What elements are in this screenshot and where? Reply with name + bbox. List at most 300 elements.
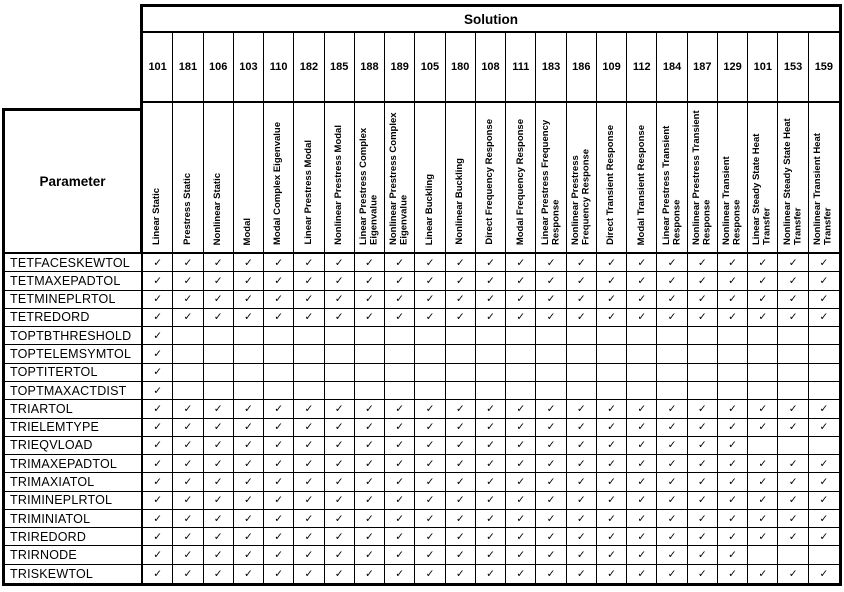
check-mark-cell: ✓ [597,419,627,437]
check-mark-cell: ✓ [718,309,748,327]
empty-cell [688,382,718,400]
check-mark-cell: ✓ [355,272,385,290]
check-mark-cell: ✓ [204,309,234,327]
check-mark-cell: ✓ [415,473,445,491]
parameter-name-cell: TETMAXEPADTOL [5,272,143,290]
check-mark-cell: ✓ [627,510,657,528]
check-mark-cell: ✓ [627,565,657,583]
check-mark-cell: ✓ [294,565,324,583]
check-mark-cell: ✓ [688,309,718,327]
empty-cell [688,345,718,363]
check-mark-cell: ✓ [204,291,234,309]
check-mark-cell: ✓ [355,419,385,437]
solution-label-col18 [657,103,687,252]
check-mark-cell: ✓ [506,455,536,473]
check-mark-cell: ✓ [264,510,294,528]
check-mark-cell: ✓ [688,254,718,272]
check-mark-cell: ✓ [567,565,597,583]
check-mark-cell: ✓ [143,291,173,309]
check-mark-cell: ✓ [264,546,294,564]
empty-cell [355,382,385,400]
parameter-name-cell: TOPTITERTOL [5,364,143,382]
check-mark-cell: ✓ [325,546,355,564]
solution-number-col11: 180 [446,33,476,101]
solution-label-col15 [567,103,597,252]
parameter-name-cell: TRIRNODE [5,546,143,564]
check-mark-cell: ✓ [234,309,264,327]
check-mark-cell: ✓ [778,510,808,528]
check-mark-cell: ✓ [748,254,778,272]
check-mark-cell: ✓ [627,291,657,309]
solution-number-col10: 105 [415,33,445,101]
check-mark-cell: ✓ [476,565,506,583]
check-mark-cell: ✓ [385,400,415,418]
empty-cell [294,345,324,363]
check-mark-cell: ✓ [567,400,597,418]
solution-label-text: Linear Buckling [423,173,435,245]
check-mark-cell: ✓ [688,455,718,473]
check-mark-cell: ✓ [446,254,476,272]
check-mark-cell: ✓ [415,510,445,528]
empty-cell [446,364,476,382]
check-mark-cell: ✓ [143,546,173,564]
check-mark-cell: ✓ [718,492,748,510]
solution-numbers-row [140,33,842,103]
check-mark-cell: ✓ [143,528,173,546]
solution-number-col20: 129 [718,33,748,101]
check-mark-cell: ✓ [506,291,536,309]
check-mark-cell: ✓ [385,272,415,290]
check-mark-cell: ✓ [688,272,718,290]
check-mark-cell: ✓ [294,400,324,418]
empty-cell [718,327,748,345]
check-mark-cell: ✓ [385,291,415,309]
check-mark-cell: ✓ [264,437,294,455]
check-mark-cell: ✓ [778,400,808,418]
check-mark-cell: ✓ [627,254,657,272]
check-mark-cell: ✓ [536,437,566,455]
check-mark-cell: ✓ [718,400,748,418]
parameter-name-cell: TRIMINIATOL [5,510,143,528]
check-mark-cell: ✓ [173,400,203,418]
check-mark-cell: ✓ [778,419,808,437]
check-mark-cell: ✓ [778,272,808,290]
check-mark-cell: ✓ [143,309,173,327]
check-mark-cell: ✓ [173,492,203,510]
empty-cell [385,382,415,400]
check-mark-cell: ✓ [355,254,385,272]
check-mark-cell: ✓ [597,291,627,309]
solution-label-text: Nonlinear Transient Response [721,156,743,245]
solution-label-col6 [294,103,324,252]
check-mark-cell: ✓ [355,455,385,473]
check-mark-cell: ✓ [536,419,566,437]
check-mark-cell: ✓ [567,419,597,437]
parameter-name-cell: TETMINEPLRTOL [5,291,143,309]
parameter-name-cell: TETFACESKEWTOL [5,254,143,272]
check-mark-cell: ✓ [506,272,536,290]
check-mark-cell: ✓ [597,528,627,546]
check-mark-cell: ✓ [385,309,415,327]
check-mark-cell: ✓ [355,437,385,455]
check-mark-cell: ✓ [173,546,203,564]
empty-cell [748,437,778,455]
check-mark-cell: ✓ [506,528,536,546]
check-mark-cell: ✓ [294,455,324,473]
check-mark-cell: ✓ [173,455,203,473]
check-mark-cell: ✓ [476,309,506,327]
check-mark-cell: ✓ [688,510,718,528]
empty-cell [446,345,476,363]
check-mark-cell: ✓ [234,254,264,272]
empty-cell [446,382,476,400]
check-mark-cell: ✓ [385,546,415,564]
empty-cell [476,364,506,382]
solution-label-text: Modal [242,217,254,245]
empty-cell [567,345,597,363]
check-mark-cell: ✓ [567,254,597,272]
solution-label-col14 [536,103,566,252]
empty-cell [234,327,264,345]
check-mark-cell: ✓ [264,254,294,272]
empty-cell [476,327,506,345]
empty-cell [385,327,415,345]
check-mark-cell: ✓ [809,419,839,437]
check-mark-cell: ✓ [597,272,627,290]
parameter-name-cell: TRIMINEPLRTOL [5,492,143,510]
check-mark-cell: ✓ [325,400,355,418]
check-mark-cell: ✓ [748,272,778,290]
check-mark-cell: ✓ [325,291,355,309]
check-mark-cell: ✓ [173,528,203,546]
empty-cell [657,364,687,382]
check-mark-cell: ✓ [294,546,324,564]
check-mark-cell: ✓ [506,437,536,455]
check-mark-cell: ✓ [627,473,657,491]
solution-label-text: Nonlinear Transient Heat Transfer [812,133,834,245]
empty-cell [325,382,355,400]
empty-cell [748,364,778,382]
check-mark-cell: ✓ [627,492,657,510]
check-mark-cell: ✓ [204,492,234,510]
check-mark-cell: ✓ [657,291,687,309]
check-mark-cell: ✓ [143,327,173,345]
solution-label-col13 [506,103,536,252]
check-mark-cell: ✓ [143,272,173,290]
check-mark-cell: ✓ [234,492,264,510]
check-mark-cell: ✓ [809,473,839,491]
solution-label-col17 [627,103,657,252]
solution-label-col10 [415,103,445,252]
check-mark-cell: ✓ [204,546,234,564]
empty-cell [415,327,445,345]
check-mark-cell: ✓ [506,473,536,491]
empty-cell [778,437,808,455]
empty-cell [657,382,687,400]
solution-number-col21: 101 [748,33,778,101]
check-mark-cell: ✓ [536,400,566,418]
check-mark-cell: ✓ [415,309,445,327]
check-mark-cell: ✓ [567,309,597,327]
check-mark-cell: ✓ [688,528,718,546]
solution-number-col1: 101 [143,33,173,101]
check-mark-cell: ✓ [597,492,627,510]
empty-cell [234,345,264,363]
check-mark-cell: ✓ [536,272,566,290]
check-mark-cell: ✓ [143,492,173,510]
check-mark-cell: ✓ [748,492,778,510]
check-mark-cell: ✓ [385,528,415,546]
check-mark-cell: ✓ [264,419,294,437]
check-mark-cell: ✓ [718,254,748,272]
solution-label-col22 [778,103,808,252]
empty-cell [415,345,445,363]
empty-cell [597,382,627,400]
check-mark-cell: ✓ [234,455,264,473]
solution-label-col16 [597,103,627,252]
parameter-name-cell: TOPTELEMSYMTOL [5,345,143,363]
parameter-name-cell: TOPTBTHRESHOLD [5,327,143,345]
check-mark-cell: ✓ [446,565,476,583]
check-mark-cell: ✓ [143,345,173,363]
check-mark-cell: ✓ [143,510,173,528]
check-mark-cell: ✓ [627,546,657,564]
check-mark-cell: ✓ [355,528,385,546]
solution-names-row [140,103,842,252]
check-mark-cell: ✓ [536,528,566,546]
check-mark-cell: ✓ [718,437,748,455]
check-mark-cell: ✓ [567,492,597,510]
check-mark-cell: ✓ [204,272,234,290]
solution-label-col23 [809,103,839,252]
solution-label-text: Nonlinear Buckling [453,158,465,245]
check-mark-cell: ✓ [809,254,839,272]
check-mark-cell: ✓ [385,510,415,528]
check-mark-cell: ✓ [688,565,718,583]
empty-cell [748,345,778,363]
check-mark-cell: ✓ [536,473,566,491]
check-mark-cell: ✓ [385,473,415,491]
solution-label-col7 [325,103,355,252]
empty-cell [204,364,234,382]
check-mark-cell: ✓ [597,254,627,272]
check-mark-cell: ✓ [718,528,748,546]
empty-cell [476,345,506,363]
empty-cell [809,345,839,363]
check-mark-cell: ✓ [204,528,234,546]
check-mark-cell: ✓ [506,400,536,418]
check-mark-cell: ✓ [385,455,415,473]
check-mark-cell: ✓ [355,291,385,309]
check-mark-cell: ✓ [567,272,597,290]
check-mark-cell: ✓ [234,565,264,583]
check-mark-cell: ✓ [718,546,748,564]
parameter-name-cell: TRIMAXIATOL [5,473,143,491]
empty-cell [506,345,536,363]
empty-cell [264,345,294,363]
solution-number-col5: 110 [264,33,294,101]
empty-cell [597,327,627,345]
solution-label-col21 [748,103,778,252]
solution-label-text: Direct Transient Response [605,125,617,245]
empty-cell [446,327,476,345]
check-mark-cell: ✓ [143,400,173,418]
check-mark-cell: ✓ [446,546,476,564]
check-mark-cell: ✓ [536,291,566,309]
check-mark-cell: ✓ [234,510,264,528]
check-mark-cell: ✓ [536,455,566,473]
solution-number-col16: 109 [597,33,627,101]
check-mark-cell: ✓ [748,455,778,473]
check-mark-cell: ✓ [355,309,385,327]
check-mark-cell: ✓ [778,492,808,510]
parameter-check-grid [2,252,842,586]
check-mark-cell: ✓ [809,291,839,309]
solution-label-text: Nonlinear Prestress Frequency Response [569,148,592,245]
check-mark-cell: ✓ [143,565,173,583]
solution-label-col2 [173,103,203,252]
solution-label-text: Linear Static [151,187,163,245]
solution-label-text: Linear Prestress Transient Response [660,125,683,245]
check-mark-cell: ✓ [506,510,536,528]
check-mark-cell: ✓ [688,291,718,309]
empty-cell [809,364,839,382]
check-mark-cell: ✓ [476,419,506,437]
check-mark-cell: ✓ [234,400,264,418]
solution-label-text: Nonlinear Prestress Complex Eigenvalue [388,112,410,245]
check-mark-cell: ✓ [415,546,445,564]
solution-label-col9 [385,103,415,252]
check-mark-cell: ✓ [143,437,173,455]
empty-cell [234,382,264,400]
check-mark-cell: ✓ [385,437,415,455]
check-mark-cell: ✓ [204,437,234,455]
empty-cell [778,345,808,363]
empty-cell [597,364,627,382]
check-mark-cell: ✓ [234,546,264,564]
empty-cell [264,364,294,382]
parameter-name-cell: TRIELEMTYPE [5,419,143,437]
check-mark-cell: ✓ [325,528,355,546]
check-mark-cell: ✓ [415,254,445,272]
check-mark-cell: ✓ [688,473,718,491]
check-mark-cell: ✓ [567,546,597,564]
check-mark-cell: ✓ [173,254,203,272]
empty-cell [778,327,808,345]
check-mark-cell: ✓ [446,437,476,455]
empty-cell [385,345,415,363]
check-mark-cell: ✓ [264,528,294,546]
empty-cell [204,382,234,400]
solution-label-text: Prestress Static [181,173,193,245]
check-mark-cell: ✓ [476,528,506,546]
check-mark-cell: ✓ [778,565,808,583]
solution-number-col7: 185 [325,33,355,101]
check-mark-cell: ✓ [657,473,687,491]
check-mark-cell: ✓ [536,546,566,564]
check-mark-cell: ✓ [385,492,415,510]
empty-cell [536,364,566,382]
check-mark-cell: ✓ [446,492,476,510]
check-mark-cell: ✓ [567,437,597,455]
check-mark-cell: ✓ [264,400,294,418]
check-mark-cell: ✓ [355,565,385,583]
check-mark-cell: ✓ [173,272,203,290]
empty-cell [567,327,597,345]
check-mark-cell: ✓ [446,400,476,418]
solution-number-col23: 159 [814,61,834,73]
check-mark-cell: ✓ [688,419,718,437]
empty-cell [627,382,657,400]
check-mark-cell: ✓ [234,291,264,309]
solution-number-col19: 187 [688,33,718,101]
solution-label-text: Linear Prestress Complex Eigenvalue [357,127,380,245]
check-mark-cell: ✓ [446,510,476,528]
check-mark-cell: ✓ [415,492,445,510]
check-mark-cell: ✓ [748,565,778,583]
check-mark-cell: ✓ [355,400,385,418]
check-mark-cell: ✓ [234,419,264,437]
empty-cell [536,327,566,345]
check-mark-cell: ✓ [809,400,839,418]
empty-cell [294,364,324,382]
check-mark-cell: ✓ [778,528,808,546]
check-mark-cell: ✓ [143,473,173,491]
solution-label-col8 [355,103,385,252]
solution-number-col9: 189 [385,33,415,101]
check-mark-cell: ✓ [325,254,355,272]
solution-label-text: Direct Frequency Response [484,119,496,245]
check-mark-cell: ✓ [446,528,476,546]
check-mark-cell: ✓ [778,309,808,327]
check-mark-cell: ✓ [234,473,264,491]
check-mark-cell: ✓ [264,309,294,327]
check-mark-cell: ✓ [627,400,657,418]
empty-cell [355,364,385,382]
parameter-name-cell: TRIARTOL [5,400,143,418]
check-mark-cell: ✓ [204,419,234,437]
empty-cell [173,327,203,345]
check-mark-cell: ✓ [415,291,445,309]
solution-label-text: Modal Frequency Response [514,118,526,245]
check-mark-cell: ✓ [809,510,839,528]
empty-cell [718,382,748,400]
check-mark-cell: ✓ [204,473,234,491]
check-mark-cell: ✓ [294,437,324,455]
empty-cell [204,345,234,363]
check-mark-cell: ✓ [627,309,657,327]
solution-number-col14: 183 [536,33,566,101]
check-mark-cell: ✓ [748,309,778,327]
empty-cell [627,327,657,345]
check-mark-cell: ✓ [567,510,597,528]
empty-cell [234,364,264,382]
check-mark-cell: ✓ [657,528,687,546]
solution-label-text: Linear Steady State Heat Transfer [751,133,773,245]
check-mark-cell: ✓ [446,272,476,290]
check-mark-cell: ✓ [385,254,415,272]
solution-group-header: Solution [140,4,842,33]
empty-cell [688,327,718,345]
check-mark-cell: ✓ [173,419,203,437]
check-mark-cell: ✓ [567,473,597,491]
parameter-name-cell: TRIREDORD [5,528,143,546]
check-mark-cell: ✓ [294,254,324,272]
check-mark-cell: ✓ [446,455,476,473]
check-mark-cell: ✓ [204,565,234,583]
check-mark-cell: ✓ [476,254,506,272]
check-mark-cell: ✓ [657,400,687,418]
